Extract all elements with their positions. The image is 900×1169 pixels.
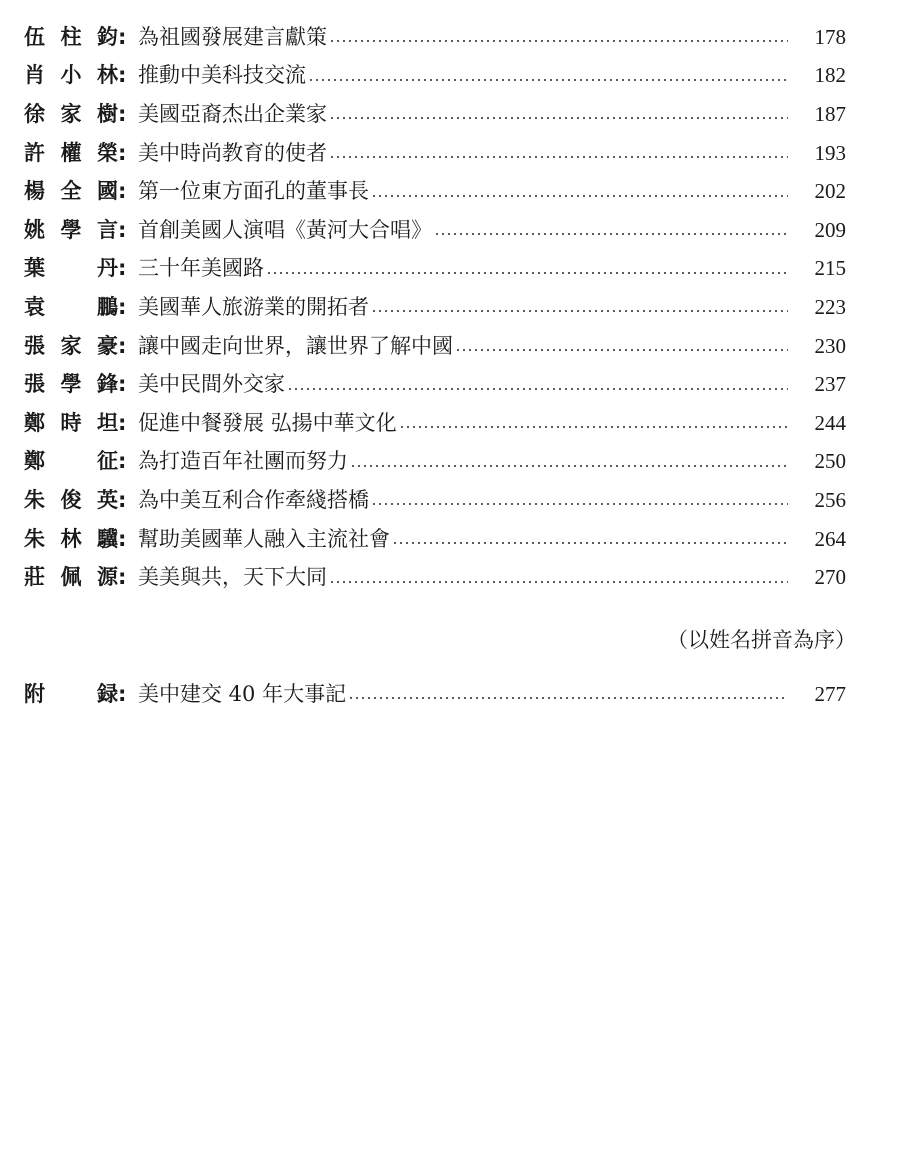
person-name: 鄭 征 (24, 449, 118, 474)
person-name: 楊 全 國 (24, 179, 118, 204)
entry-title: 美中時尚教育的使者 (138, 140, 327, 165)
dot-leader (399, 425, 788, 429)
dot-leader (350, 464, 788, 468)
entry-title: 美中民間外交家 (138, 372, 285, 397)
page-number: 237 (814, 372, 846, 397)
entry-title: 讓中國走向世界，讓世界了解中國 (138, 333, 453, 358)
entry-title: 為打造百年社團而努力 (138, 449, 348, 474)
toc-entry[interactable] (24, 211, 846, 250)
person-name: 葉 丹 (24, 256, 118, 281)
colon: : (118, 372, 127, 397)
dot-leader (455, 348, 788, 352)
person-name: 伍 柱 鈞 (24, 24, 118, 49)
dot-leader (266, 271, 788, 275)
page-number: 244 (814, 410, 846, 435)
toc-entry[interactable] (24, 481, 846, 520)
entry-title: 為中美互利合作牽綫搭橋 (138, 487, 369, 512)
toc-entry[interactable] (24, 327, 846, 366)
colon: : (118, 294, 127, 319)
person-name: 姚 學 言 (24, 217, 118, 242)
page-number: 277 (814, 681, 846, 706)
toc-entry[interactable] (24, 18, 846, 57)
dot-leader (371, 309, 788, 313)
entry-title: 推動中美科技交流 (138, 63, 306, 88)
colon: : (118, 526, 127, 551)
colon: : (118, 140, 127, 165)
colon: : (118, 449, 127, 474)
page-number: 230 (814, 333, 846, 358)
toc-entry[interactable] (24, 95, 846, 134)
dot-leader (392, 541, 788, 545)
person-name: 張 家 豪 (24, 333, 118, 358)
dot-leader (329, 39, 788, 43)
table-of-contents (24, 18, 846, 597)
appendix-section (24, 675, 846, 714)
dot-leader (329, 580, 788, 584)
person-name: 張 學 鋒 (24, 372, 118, 397)
page-number: 256 (814, 487, 846, 512)
entry-title: 三十年美國路 (138, 256, 264, 281)
dot-leader (371, 502, 788, 506)
page-number: 270 (814, 565, 846, 590)
page-number: 250 (814, 449, 846, 474)
person-name: 徐 家 樹 (24, 101, 118, 126)
dot-leader (371, 194, 788, 198)
toc-entry[interactable] (24, 288, 846, 327)
colon: : (118, 410, 127, 435)
page-number: 187 (814, 101, 846, 126)
colon: : (118, 565, 127, 590)
page-number: 178 (814, 24, 846, 49)
page-number: 202 (814, 179, 846, 204)
colon: : (118, 179, 127, 204)
colon: : (118, 681, 127, 706)
colon: : (118, 101, 127, 126)
dot-leader (308, 78, 788, 82)
toc-entry[interactable] (24, 558, 846, 597)
person-name: 肖 小 林 (24, 63, 118, 88)
dot-leader (329, 155, 788, 159)
page-number: 193 (814, 140, 846, 165)
entry-title: 美國華人旅游業的開拓者 (138, 294, 369, 319)
page-number: 209 (814, 217, 846, 242)
page-number: 264 (814, 526, 846, 551)
appendix-label: 附 録 (24, 681, 118, 706)
toc-entry[interactable] (24, 172, 846, 211)
colon: : (118, 63, 127, 88)
entry-title: 幫助美國華人融入主流社會 (138, 526, 390, 551)
page-number: 215 (814, 256, 846, 281)
toc-entry[interactable] (24, 404, 846, 443)
toc-entry-appendix[interactable] (24, 675, 846, 714)
toc-entry[interactable] (24, 134, 846, 173)
toc-entry[interactable] (24, 57, 846, 96)
entry-title: 第一位東方面孔的董事長 (138, 179, 369, 204)
toc-entry[interactable] (24, 520, 846, 559)
dot-leader (329, 116, 788, 120)
entry-title: 美中建交 40 年大事記 (138, 681, 347, 706)
ordering-note: （以姓名拼音為序） (667, 628, 856, 652)
dot-leader (287, 387, 788, 391)
entry-title: 為祖國發展建言獻策 (138, 24, 327, 49)
entry-title: 促進中餐發展 弘揚中華文化 (138, 410, 397, 435)
colon: : (118, 256, 127, 281)
page-number: 223 (814, 294, 846, 319)
person-name: 朱 林 驥 (24, 526, 118, 551)
entry-title: 美美與共，天下大同 (138, 565, 327, 590)
colon: : (118, 333, 127, 358)
person-name: 袁 鵬 (24, 294, 118, 319)
entry-title: 首創美國人演唱《黃河大合唱》 (138, 217, 432, 242)
person-name: 莊 佩 源 (24, 565, 118, 590)
person-name: 朱 俊 英 (24, 487, 118, 512)
entry-title: 美國亞裔杰出企業家 (138, 101, 327, 126)
colon: : (118, 487, 127, 512)
toc-entry[interactable] (24, 365, 846, 404)
colon: : (118, 217, 127, 242)
toc-entry[interactable] (24, 443, 846, 482)
toc-entry[interactable] (24, 250, 846, 289)
person-name: 許 權 榮 (24, 140, 118, 165)
dot-leader (434, 232, 788, 236)
colon: : (118, 24, 127, 49)
person-name: 鄭 時 坦 (24, 410, 118, 435)
dot-leader (348, 696, 788, 700)
page-number: 182 (814, 63, 846, 88)
